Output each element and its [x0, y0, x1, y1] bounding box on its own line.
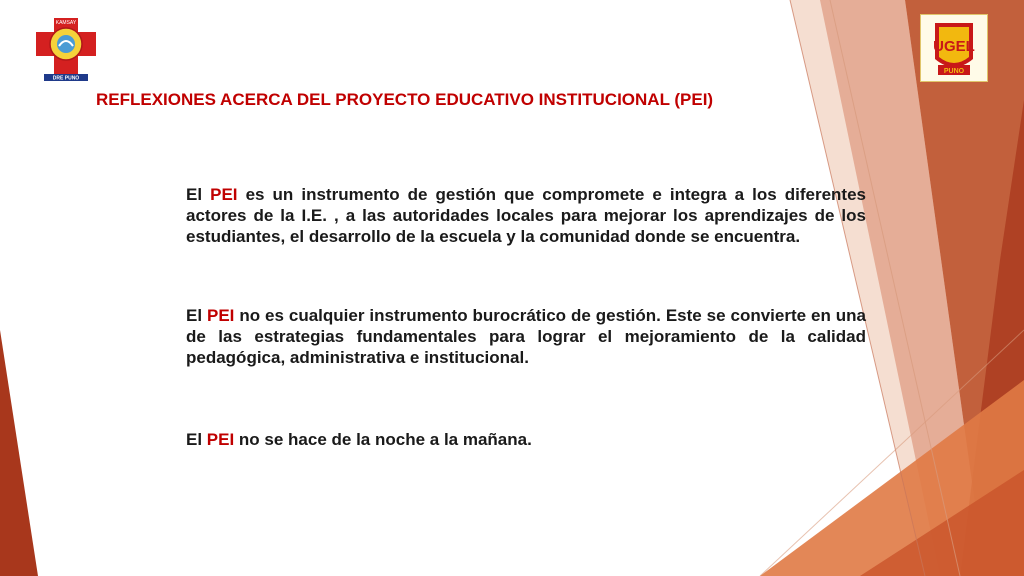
- paragraph-3: [186, 429, 866, 450]
- paragraph-2-body: no es cualquier instrumento burocrático de gestión. Este se convierte en una de las estrategias fundamentales para lograr el mejoramiento de la calidad pedagógica, administrativa e institucional.: [186, 306, 866, 367]
- left-corner-triangle: [0, 330, 38, 576]
- drep-puno-logo-icon: [30, 16, 102, 82]
- paragraph-1: [186, 184, 866, 247]
- ugel-puno-logo-icon: [921, 15, 987, 81]
- paragraph-3-highlight: PEI: [206, 430, 235, 449]
- paragraph-2-pre: El: [186, 306, 207, 325]
- svg-text:UGEL: UGEL: [933, 38, 975, 55]
- paragraph-2-highlight: PEI: [207, 306, 235, 325]
- paragraph-2: [186, 305, 866, 368]
- paragraph-3-body: no se hace de la noche a la mañana.: [234, 430, 532, 449]
- slide-title: REFLEXIONES ACERCA DEL PROYECTO EDUCATIVO INSTITUCIONAL (PEI): [96, 90, 714, 109]
- ugel-puno-logo: [920, 14, 988, 82]
- paragraph-3-pre: El: [186, 430, 207, 449]
- paragraph-1-body: es un instrumento de gestión que compromete e integra a los diferentes actores de la I.E. , a las autoridades locales para mejorar los aprendizajes de los estudiantes, el desarrollo de la escuela y la comunidad donde se encuentra.: [186, 185, 866, 246]
- paragraph-1-pre: El: [186, 185, 211, 204]
- svg-text:KAMSAY: KAMSAY: [55, 20, 77, 26]
- svg-text:PUNO: PUNO: [943, 68, 965, 75]
- paragraph-1-highlight: PEI: [210, 185, 238, 204]
- svg-text:DRE PUNO: DRE PUNO: [52, 75, 80, 82]
